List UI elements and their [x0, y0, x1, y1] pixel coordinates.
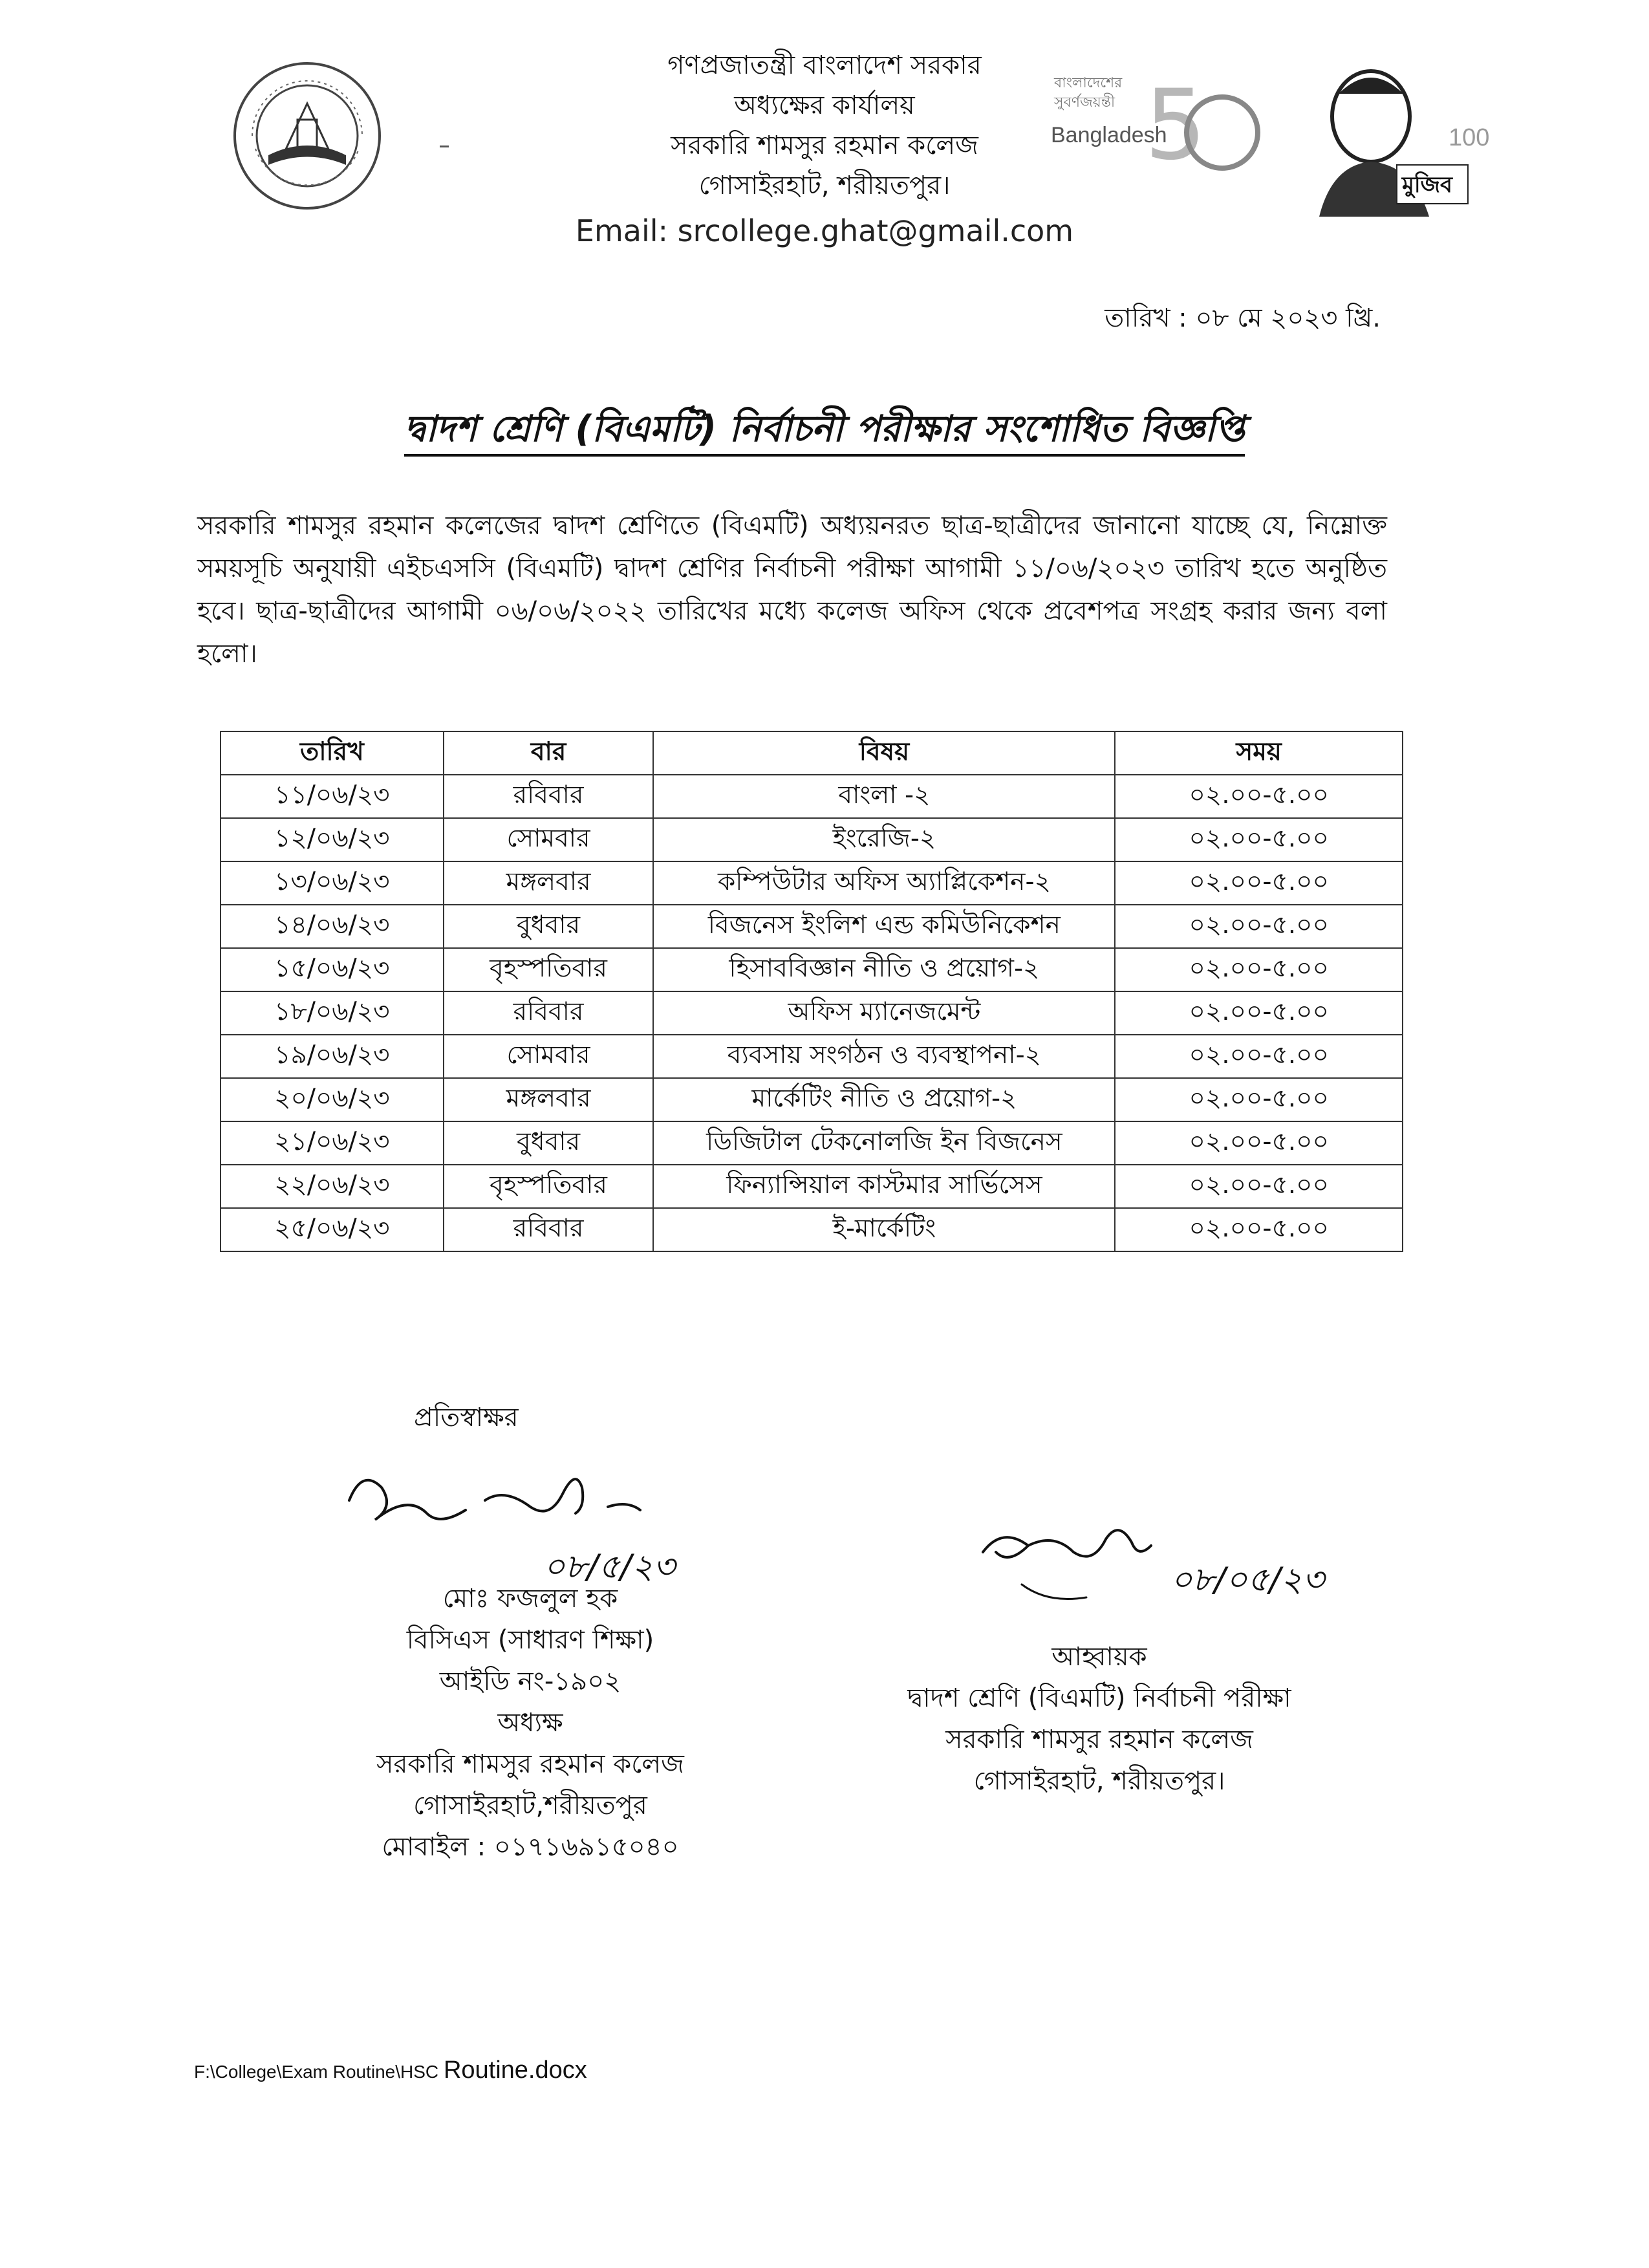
row-subject: হিসাববিজ্ঞান নীতি ও প্রয়োগ-২	[653, 948, 1115, 991]
header-office-line: অধ্যক্ষের কার্যালয়	[734, 91, 915, 120]
table-row	[221, 1078, 1403, 1121]
row-date: ১৪/০৬/২৩	[221, 905, 444, 948]
header-email: Email: srcollege.ghat@gmail.com	[575, 213, 1074, 248]
exam-routine-table	[220, 731, 1403, 1252]
mujib-100-logo	[1293, 55, 1490, 217]
row-subject: বাংলা -২	[653, 775, 1115, 818]
row-time: ০২.০০-৫.০০	[1115, 775, 1403, 818]
row-day: রবিবার	[444, 991, 654, 1035]
row-time: ০২.০০-৫.০০	[1115, 1035, 1403, 1078]
row-date: ১৫/০৬/২৩	[221, 948, 444, 991]
row-date: ১২/০৬/২৩	[221, 818, 444, 861]
convener-signature	[970, 1507, 1371, 1636]
row-time: ০২.০০-৫.০০	[1115, 1078, 1403, 1121]
bangladesh-50-logo	[1048, 61, 1267, 197]
row-day: বুধবার	[444, 905, 654, 948]
row-date: ২৫/০৬/২৩	[221, 1208, 444, 1251]
table-row	[221, 775, 1403, 818]
convener-location: গোসাইরহাট, শরীয়তপুর।	[973, 1766, 1225, 1796]
header-address-line: গোসাইরহাট, শরীয়তপুর।	[698, 171, 951, 200]
row-day: মঙ্গলবার	[444, 861, 654, 905]
principal-signature-block	[272, 1578, 789, 1868]
row-time: ০২.০০-৫.০০	[1115, 1208, 1403, 1251]
header-college-line: সরকারি শামসুর রহমান কলেজ	[671, 131, 978, 160]
logo-50-text: Bangladesh	[1051, 123, 1167, 147]
principal-signature-date: ০৮/৫/২৩	[543, 1548, 675, 1586]
footer-path-prefix: F:\College\Exam Routine\HSC	[194, 2062, 444, 2082]
table-row	[221, 861, 1403, 905]
row-day: সোমবার	[444, 1035, 654, 1078]
notice-date: তারিখ : ০৮ মে ২০২৩ খ্রি.	[1105, 303, 1381, 333]
row-time: ০২.০০-৫.০০	[1115, 905, 1403, 948]
row-date: ১৩/০৬/২৩	[221, 861, 444, 905]
row-subject: অফিস ম্যানেজমেন্ট	[653, 991, 1115, 1035]
row-time: ০২.০০-৫.০০	[1115, 948, 1403, 991]
row-time: ০২.০০-৫.০০	[1115, 818, 1403, 861]
table-row	[221, 818, 1403, 861]
principal-id: আইডি নং-১৯০২	[439, 1667, 621, 1696]
row-subject: ব্যবসায় সংগঠন ও ব্যবস্থাপনা-২	[653, 1035, 1115, 1078]
table-row	[221, 1035, 1403, 1078]
row-day: সোমবার	[444, 818, 654, 861]
principal-institution: সরকারি শামসুর রহমান কলেজ	[376, 1749, 684, 1779]
svg-text:বাংলাদেশের: বাংলাদেশের	[1054, 75, 1123, 91]
row-date: ২২/০৬/২৩	[221, 1165, 444, 1208]
table-row	[221, 1121, 1403, 1165]
notice-paragraph: সরকারি শামসুর রহমান কলেজের দ্বাদশ শ্রেণিতে (বিএমটি) অধ্যয়নরত ছাত্র-ছাত্রীদের জানানো যাচ্ছে যে, নিম্নোক্ত সময়সূচি অনুযায়ী এইচএসসি (বিএমটি) দ্বাদশ শ্রেণির নির্বাচনী পরীক্ষা আগামী ১১/০৬/২০২৩ তারিখ হতে অনুষ্ঠিত হবে। ছাত্র-ছাত্রীদের আগামী ০৬/০৬/২০২২ তারিখের মধ্যে কলেজ অফিস থেকে প্রবেশপত্র সংগ্রহ করার জন্য বলা হলো।	[197, 511, 1387, 669]
header-time: সময়	[1115, 731, 1403, 775]
row-subject: কম্পিউটার অফিস অ্যাপ্লিকেশন-২	[653, 861, 1115, 905]
header-date: তারিখ	[221, 731, 444, 775]
convener-committee: দ্বাদশ শ্রেণি (বিএমটি) নির্বাচনী পরীক্ষা	[907, 1683, 1291, 1713]
row-subject: ই-মার্কেটিং	[653, 1208, 1115, 1251]
row-subject: ফিন্যান্সিয়াল কাস্টমার সার্ভিসেস	[653, 1165, 1115, 1208]
logo-mujib-text: মুজিব	[1402, 172, 1452, 198]
table-row	[221, 991, 1403, 1035]
principal-signature	[336, 1449, 698, 1597]
header-day: বার	[444, 731, 654, 775]
notice-title	[0, 401, 1649, 462]
row-day: রবিবার	[444, 1208, 654, 1251]
convener-signature-date: ০৮/০৫/২৩	[1170, 1561, 1324, 1599]
principal-location: গোসাইরহাট,শরীয়তপুর	[413, 1791, 647, 1820]
principal-mobile: মোবাইল : ০১৭১৬৯১৫০৪০	[382, 1832, 679, 1862]
row-date: ১৯/০৬/২৩	[221, 1035, 444, 1078]
footer-file-path	[194, 2057, 587, 2084]
row-date: ১৮/০৬/২৩	[221, 991, 444, 1035]
table-row	[221, 1208, 1403, 1251]
principal-role: অধ্যক্ষ	[497, 1708, 563, 1738]
convener-signature-block	[841, 1636, 1358, 1802]
row-day: মঙ্গলবার	[444, 1078, 654, 1121]
row-time: ০২.০০-৫.০০	[1115, 1121, 1403, 1165]
row-date: ২০/০৬/২৩	[221, 1078, 444, 1121]
row-time: ০২.০০-৫.০০	[1115, 991, 1403, 1035]
countersign-label: প্রতিস্বাক্ষর	[414, 1403, 519, 1432]
row-day: বৃহস্পতিবার	[444, 948, 654, 991]
college-seal-logo	[230, 58, 385, 213]
row-subject: বিজনেস ইংলিশ এন্ড কমিউনিকেশন	[653, 905, 1115, 948]
notice-title-text: দ্বাদশ শ্রেণি (বিএমটি) নির্বাচনী পরীক্ষার সংশোধিত বিজ্ঞপ্তি	[404, 408, 1245, 457]
table-row	[221, 905, 1403, 948]
row-date: ১১/০৬/২৩	[221, 775, 444, 818]
table-header-row	[221, 731, 1403, 775]
row-day: রবিবার	[444, 775, 654, 818]
header-subject: বিষয়	[653, 731, 1115, 775]
row-subject: ইংরেজি-২	[653, 818, 1115, 861]
row-date: ২১/০৬/২৩	[221, 1121, 444, 1165]
principal-name: মোঃ ফজলুল হক	[442, 1584, 618, 1614]
row-day: বৃহস্পতিবার	[444, 1165, 654, 1208]
header-government-line: গণপ্রজাতন্ত্রী বাংলাদেশ সরকার	[667, 50, 982, 80]
svg-text:সুবর্ণজয়ন্তী: সুবর্ণজয়ন্তী	[1054, 94, 1116, 111]
principal-designation: বিসিএস (সাধারণ শিক্ষা)	[406, 1625, 654, 1655]
table-row	[221, 948, 1403, 991]
row-time: ০২.০০-৫.০০	[1115, 1165, 1403, 1208]
row-time: ০২.০০-৫.০০	[1115, 861, 1403, 905]
convener-role: আহ্বায়ক	[1051, 1642, 1147, 1672]
logo-mujib-number: 100	[1449, 124, 1490, 151]
convener-institution: সরকারি শামসুর রহমান কলেজ	[945, 1725, 1253, 1755]
row-subject: ডিজিটাল টেকনোলজি ইন বিজনেস	[653, 1121, 1115, 1165]
footer-path-file: Routine.docx	[443, 2057, 587, 2084]
table-row	[221, 1165, 1403, 1208]
row-day: বুধবার	[444, 1121, 654, 1165]
row-subject: মার্কেটিং নীতি ও প্রয়োগ-২	[653, 1078, 1115, 1121]
svg-text:5: 5	[1145, 69, 1207, 182]
header-dash-mark	[440, 146, 449, 147]
